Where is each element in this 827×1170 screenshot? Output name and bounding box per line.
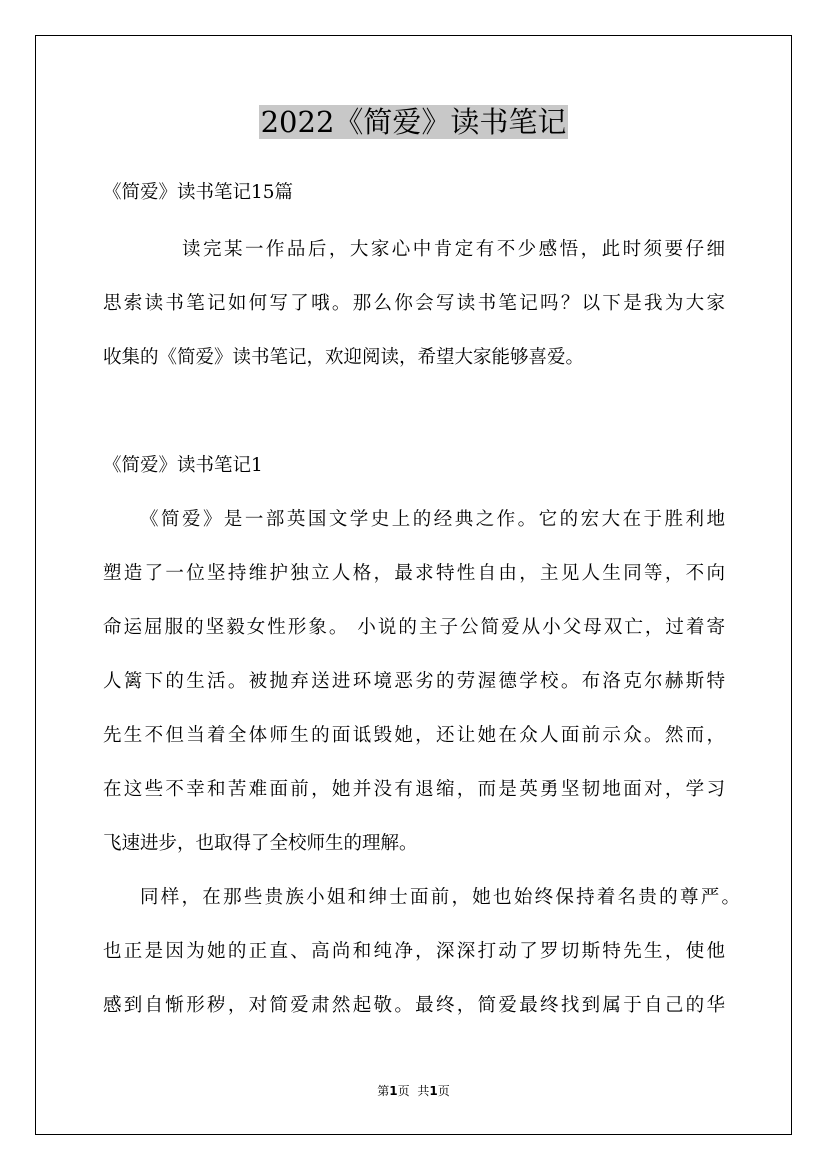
- intro-line-2: 思索读书笔记如何写了哦。那么你会写读书笔记吗？以下是我为大家: [103, 293, 725, 314]
- paragraph2-line-3: 感到自惭形秽，对简爱肃然起敬。最终，简爱最终找到属于自己的华: [103, 995, 725, 1016]
- paragraph1-line-3: 命运屈服的坚毅女性形象。 小说的主子公简爱从小父母双亡，过着寄: [103, 617, 725, 638]
- total-suffix: 页: [437, 1084, 450, 1098]
- section-heading: 《简爱》读书笔记1: [103, 455, 263, 476]
- paragraph1-line-2: 塑造了一位坚持维护独立人格，最求特性自由，主见人生同等，不向: [103, 563, 725, 584]
- total-prefix: 共: [417, 1084, 430, 1098]
- document-subtitle: 《简爱》读书笔记15篇: [103, 182, 294, 203]
- page-footer: [0, 1083, 827, 1099]
- paragraph2-line-2: 也正是因为她的正直、高尚和纯净，深深打动了罗切斯特先生，使他: [103, 941, 725, 962]
- page-prefix: 第: [377, 1084, 390, 1098]
- paragraph2-line-1: 同样，在那些贵族小姐和绅士面前，她也始终保持着名贵的尊严。: [140, 887, 740, 908]
- paragraph1-line-7: 飞速进步，也取得了全校师生的理解。: [103, 833, 418, 854]
- intro-line-1: 读完某一作品后，大家心中肯定有不少感悟，此时须要仔细: [182, 239, 725, 260]
- document-title: 2022《简爱》读书笔记: [260, 105, 567, 139]
- paragraph1-line-1: 《简爱》是一部英国文学史上的经典之作。它的宏大在于胜利地: [140, 509, 725, 530]
- paragraph1-line-5: 先生不但当着全体师生的面诋毁她，还让她在众人面前示众。然而，: [103, 725, 725, 746]
- intro-line-3: 收集的《简爱》读书笔记，欢迎阅读，希望大家能够喜爱。: [103, 347, 585, 368]
- paragraph1-line-6: 在这些不幸和苦难面前，她并没有退缩，而是英勇坚韧地面对，学习: [103, 779, 725, 800]
- page-number: 1: [389, 1084, 398, 1098]
- page-suffix: 页: [397, 1084, 410, 1098]
- total-pages: 1: [429, 1084, 438, 1098]
- paragraph1-line-4: 人篱下的生活。被抛弃送进环境恶劣的劳渥德学校。布洛克尔赫斯特: [103, 671, 725, 692]
